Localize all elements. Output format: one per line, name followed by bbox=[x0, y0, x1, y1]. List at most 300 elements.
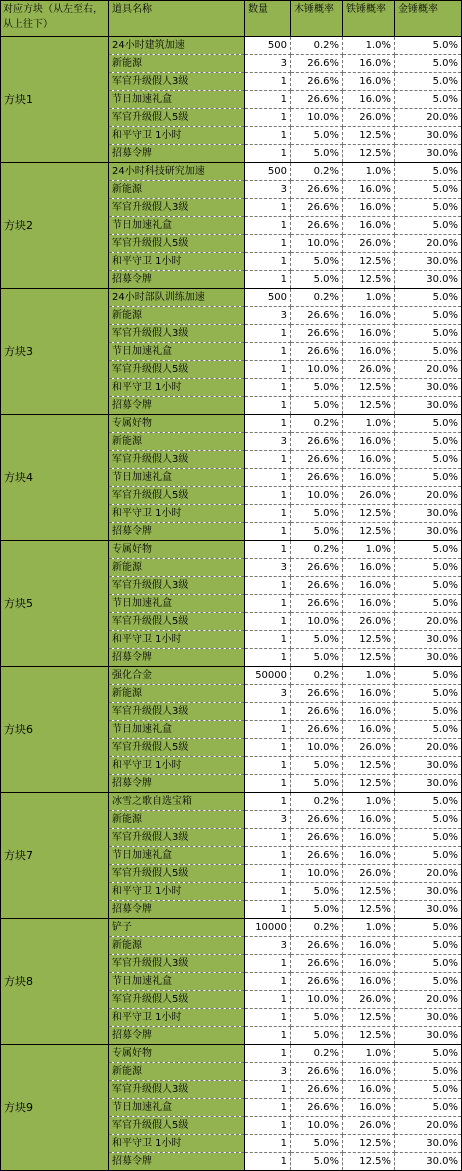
header-iron-hammer-rate: 铁锤概率 bbox=[343, 1, 395, 37]
gold-rate-cell: 30.0% bbox=[395, 775, 462, 793]
item-name-cell: 24小时部队训练加速 bbox=[109, 289, 245, 307]
header-item-name: 道具名称 bbox=[109, 1, 245, 37]
item-name-cell: 招募令牌 bbox=[109, 523, 245, 541]
item-name-cell: 节日加速礼盒 bbox=[109, 91, 245, 109]
item-name-cell: 专属好物 bbox=[109, 1045, 245, 1063]
iron-rate-cell: 1.0% bbox=[343, 541, 395, 559]
iron-rate-cell: 16.0% bbox=[343, 433, 395, 451]
item-name-cell: 和平守卫 1小时 bbox=[109, 631, 245, 649]
block-label: 方块1 bbox=[1, 37, 109, 163]
gold-rate-cell: 30.0% bbox=[395, 1027, 462, 1045]
iron-rate-cell: 16.0% bbox=[343, 307, 395, 325]
item-name-cell: 军官升级假人5级 bbox=[109, 613, 245, 631]
item-name-cell: 节日加速礼盒 bbox=[109, 1099, 245, 1117]
table-row bbox=[1, 289, 462, 307]
gold-rate-cell: 5.0% bbox=[395, 433, 462, 451]
item-name-cell: 招募令牌 bbox=[109, 649, 245, 667]
gold-rate-cell: 5.0% bbox=[395, 37, 462, 55]
quantity-cell: 1 bbox=[245, 775, 291, 793]
item-name-cell: 和平守卫 1小时 bbox=[109, 127, 245, 145]
table-body bbox=[1, 1, 462, 1171]
quantity-cell: 10000 bbox=[245, 919, 291, 937]
gold-rate-cell: 30.0% bbox=[395, 397, 462, 415]
gold-rate-cell: 20.0% bbox=[395, 865, 462, 883]
gold-rate-cell: 5.0% bbox=[395, 73, 462, 91]
gold-rate-cell: 5.0% bbox=[395, 469, 462, 487]
iron-rate-cell: 1.0% bbox=[343, 415, 395, 433]
block-label: 方块8 bbox=[1, 919, 109, 1045]
iron-rate-cell: 16.0% bbox=[343, 937, 395, 955]
gold-rate-cell: 30.0% bbox=[395, 1135, 462, 1153]
wood-rate-cell: 10.0% bbox=[291, 235, 343, 253]
iron-rate-cell: 16.0% bbox=[343, 847, 395, 865]
iron-rate-cell: 16.0% bbox=[343, 73, 395, 91]
wood-rate-cell: 5.0% bbox=[291, 1009, 343, 1027]
quantity-cell: 1 bbox=[245, 451, 291, 469]
quantity-cell: 3 bbox=[245, 433, 291, 451]
wood-rate-cell: 26.6% bbox=[291, 91, 343, 109]
iron-rate-cell: 26.0% bbox=[343, 109, 395, 127]
item-name-cell: 铲子 bbox=[109, 919, 245, 937]
iron-rate-cell: 1.0% bbox=[343, 667, 395, 685]
wood-rate-cell: 0.2% bbox=[291, 541, 343, 559]
item-name-cell: 24小时建筑加速 bbox=[109, 37, 245, 55]
gold-rate-cell: 30.0% bbox=[395, 631, 462, 649]
item-name-cell: 强化合金 bbox=[109, 667, 245, 685]
gold-rate-cell: 5.0% bbox=[395, 1099, 462, 1117]
wood-rate-cell: 0.2% bbox=[291, 667, 343, 685]
item-name-cell: 招募令牌 bbox=[109, 775, 245, 793]
gold-rate-cell: 30.0% bbox=[395, 145, 462, 163]
gold-rate-cell: 5.0% bbox=[395, 289, 462, 307]
wood-rate-cell: 5.0% bbox=[291, 253, 343, 271]
item-name-cell: 新能源 bbox=[109, 307, 245, 325]
gold-rate-cell: 5.0% bbox=[395, 1045, 462, 1063]
quantity-cell: 1 bbox=[245, 1009, 291, 1027]
wood-rate-cell: 0.2% bbox=[291, 163, 343, 181]
gold-rate-cell: 30.0% bbox=[395, 127, 462, 145]
quantity-cell: 3 bbox=[245, 181, 291, 199]
iron-rate-cell: 12.5% bbox=[343, 757, 395, 775]
wood-rate-cell: 26.6% bbox=[291, 577, 343, 595]
item-name-cell: 招募令牌 bbox=[109, 145, 245, 163]
wood-rate-cell: 5.0% bbox=[291, 649, 343, 667]
gold-rate-cell: 20.0% bbox=[395, 1117, 462, 1135]
quantity-cell: 500 bbox=[245, 289, 291, 307]
quantity-cell: 1 bbox=[245, 253, 291, 271]
item-name-cell: 军官升级假人3级 bbox=[109, 577, 245, 595]
iron-rate-cell: 12.5% bbox=[343, 271, 395, 289]
quantity-cell: 1 bbox=[245, 523, 291, 541]
wood-rate-cell: 26.6% bbox=[291, 1099, 343, 1117]
gold-rate-cell: 20.0% bbox=[395, 613, 462, 631]
item-name-cell: 军官升级假人3级 bbox=[109, 955, 245, 973]
quantity-cell: 3 bbox=[245, 55, 291, 73]
iron-rate-cell: 12.5% bbox=[343, 505, 395, 523]
table-row bbox=[1, 37, 462, 55]
iron-rate-cell: 1.0% bbox=[343, 37, 395, 55]
iron-rate-cell: 26.0% bbox=[343, 487, 395, 505]
iron-rate-cell: 16.0% bbox=[343, 595, 395, 613]
gold-rate-cell: 30.0% bbox=[395, 1153, 462, 1171]
wood-rate-cell: 5.0% bbox=[291, 1135, 343, 1153]
quantity-cell: 1 bbox=[245, 703, 291, 721]
iron-rate-cell: 16.0% bbox=[343, 703, 395, 721]
gold-rate-cell: 5.0% bbox=[395, 937, 462, 955]
quantity-cell: 1 bbox=[245, 883, 291, 901]
gold-rate-cell: 30.0% bbox=[395, 883, 462, 901]
iron-rate-cell: 1.0% bbox=[343, 919, 395, 937]
iron-rate-cell: 12.5% bbox=[343, 127, 395, 145]
wood-rate-cell: 26.6% bbox=[291, 325, 343, 343]
table-row bbox=[1, 919, 462, 937]
gold-rate-cell: 20.0% bbox=[395, 739, 462, 757]
item-name-cell: 新能源 bbox=[109, 1063, 245, 1081]
wood-rate-cell: 5.0% bbox=[291, 505, 343, 523]
block-label: 方块4 bbox=[1, 415, 109, 541]
item-name-cell: 节日加速礼盒 bbox=[109, 973, 245, 991]
item-name-cell: 24小时科技研究加速 bbox=[109, 163, 245, 181]
quantity-cell: 500 bbox=[245, 163, 291, 181]
quantity-cell: 500 bbox=[245, 37, 291, 55]
iron-rate-cell: 16.0% bbox=[343, 343, 395, 361]
wood-rate-cell: 26.6% bbox=[291, 217, 343, 235]
wood-rate-cell: 5.0% bbox=[291, 901, 343, 919]
wood-rate-cell: 5.0% bbox=[291, 1153, 343, 1171]
iron-rate-cell: 26.0% bbox=[343, 613, 395, 631]
wood-rate-cell: 26.6% bbox=[291, 181, 343, 199]
item-name-cell: 新能源 bbox=[109, 811, 245, 829]
wood-rate-cell: 26.6% bbox=[291, 685, 343, 703]
item-name-cell: 新能源 bbox=[109, 559, 245, 577]
quantity-cell: 1 bbox=[245, 271, 291, 289]
quantity-cell: 1 bbox=[245, 613, 291, 631]
iron-rate-cell: 26.0% bbox=[343, 739, 395, 757]
iron-rate-cell: 12.5% bbox=[343, 253, 395, 271]
quantity-cell: 1 bbox=[245, 955, 291, 973]
wood-rate-cell: 0.2% bbox=[291, 793, 343, 811]
gold-rate-cell: 5.0% bbox=[395, 595, 462, 613]
iron-rate-cell: 16.0% bbox=[343, 721, 395, 739]
quantity-cell: 1 bbox=[245, 595, 291, 613]
quantity-cell: 3 bbox=[245, 307, 291, 325]
gold-rate-cell: 30.0% bbox=[395, 1009, 462, 1027]
quantity-cell: 1 bbox=[245, 1081, 291, 1099]
gold-rate-cell: 20.0% bbox=[395, 109, 462, 127]
iron-rate-cell: 12.5% bbox=[343, 883, 395, 901]
wood-rate-cell: 5.0% bbox=[291, 379, 343, 397]
gold-rate-cell: 5.0% bbox=[395, 667, 462, 685]
wood-rate-cell: 5.0% bbox=[291, 523, 343, 541]
item-name-cell: 和平守卫 1小时 bbox=[109, 253, 245, 271]
wood-rate-cell: 26.6% bbox=[291, 73, 343, 91]
item-name-cell: 招募令牌 bbox=[109, 1153, 245, 1171]
gold-rate-cell: 5.0% bbox=[395, 829, 462, 847]
quantity-cell: 3 bbox=[245, 937, 291, 955]
gold-rate-cell: 30.0% bbox=[395, 901, 462, 919]
wood-rate-cell: 10.0% bbox=[291, 109, 343, 127]
iron-rate-cell: 26.0% bbox=[343, 361, 395, 379]
wood-rate-cell: 26.6% bbox=[291, 469, 343, 487]
item-name-cell: 军官升级假人5级 bbox=[109, 739, 245, 757]
wood-rate-cell: 26.6% bbox=[291, 811, 343, 829]
iron-rate-cell: 12.5% bbox=[343, 145, 395, 163]
gold-rate-cell: 5.0% bbox=[395, 721, 462, 739]
gold-rate-cell: 5.0% bbox=[395, 919, 462, 937]
item-name-cell: 新能源 bbox=[109, 181, 245, 199]
block-label: 方块6 bbox=[1, 667, 109, 793]
iron-rate-cell: 16.0% bbox=[343, 577, 395, 595]
item-name-cell: 军官升级假人3级 bbox=[109, 199, 245, 217]
iron-rate-cell: 16.0% bbox=[343, 973, 395, 991]
table-row bbox=[1, 415, 462, 433]
block-label: 方块5 bbox=[1, 541, 109, 667]
iron-rate-cell: 26.0% bbox=[343, 235, 395, 253]
quantity-cell: 1 bbox=[245, 1027, 291, 1045]
header-block: 对应方块（从左至右，从上往下） bbox=[1, 1, 109, 37]
wood-rate-cell: 26.6% bbox=[291, 703, 343, 721]
quantity-cell: 1 bbox=[245, 865, 291, 883]
quantity-cell: 1 bbox=[245, 1153, 291, 1171]
wood-rate-cell: 26.6% bbox=[291, 721, 343, 739]
gold-rate-cell: 5.0% bbox=[395, 685, 462, 703]
item-name-cell: 新能源 bbox=[109, 937, 245, 955]
gold-rate-cell: 30.0% bbox=[395, 253, 462, 271]
wood-rate-cell: 5.0% bbox=[291, 127, 343, 145]
gold-rate-cell: 5.0% bbox=[395, 847, 462, 865]
gold-rate-cell: 20.0% bbox=[395, 361, 462, 379]
gold-rate-cell: 30.0% bbox=[395, 271, 462, 289]
item-name-cell: 和平守卫 1小时 bbox=[109, 757, 245, 775]
quantity-cell: 1 bbox=[245, 415, 291, 433]
header-wood-hammer-rate: 木锤概率 bbox=[291, 1, 343, 37]
wood-rate-cell: 26.6% bbox=[291, 55, 343, 73]
iron-rate-cell: 16.0% bbox=[343, 91, 395, 109]
quantity-cell: 1 bbox=[245, 739, 291, 757]
item-name-cell: 军官升级假人5级 bbox=[109, 991, 245, 1009]
gold-rate-cell: 5.0% bbox=[395, 325, 462, 343]
iron-rate-cell: 1.0% bbox=[343, 793, 395, 811]
wood-rate-cell: 5.0% bbox=[291, 145, 343, 163]
iron-rate-cell: 26.0% bbox=[343, 1117, 395, 1135]
iron-rate-cell: 16.0% bbox=[343, 181, 395, 199]
item-name-cell: 军官升级假人3级 bbox=[109, 451, 245, 469]
wood-rate-cell: 5.0% bbox=[291, 397, 343, 415]
quantity-cell: 1 bbox=[245, 127, 291, 145]
wood-rate-cell: 10.0% bbox=[291, 361, 343, 379]
item-name-cell: 招募令牌 bbox=[109, 397, 245, 415]
iron-rate-cell: 26.0% bbox=[343, 865, 395, 883]
item-name-cell: 节日加速礼盒 bbox=[109, 217, 245, 235]
wood-rate-cell: 26.6% bbox=[291, 973, 343, 991]
item-name-cell: 军官升级假人5级 bbox=[109, 235, 245, 253]
gold-rate-cell: 30.0% bbox=[395, 523, 462, 541]
wood-rate-cell: 0.2% bbox=[291, 289, 343, 307]
item-name-cell: 招募令牌 bbox=[109, 1027, 245, 1045]
iron-rate-cell: 1.0% bbox=[343, 163, 395, 181]
quantity-cell: 1 bbox=[245, 343, 291, 361]
item-name-cell: 冰雪之歌自选宝箱 bbox=[109, 793, 245, 811]
item-name-cell: 和平守卫 1小时 bbox=[109, 1135, 245, 1153]
iron-rate-cell: 16.0% bbox=[343, 469, 395, 487]
quantity-cell: 1 bbox=[245, 379, 291, 397]
iron-rate-cell: 12.5% bbox=[343, 631, 395, 649]
block-label: 方块3 bbox=[1, 289, 109, 415]
iron-rate-cell: 16.0% bbox=[343, 199, 395, 217]
item-name-cell: 节日加速礼盒 bbox=[109, 343, 245, 361]
iron-rate-cell: 16.0% bbox=[343, 955, 395, 973]
wood-rate-cell: 26.6% bbox=[291, 343, 343, 361]
quantity-cell: 1 bbox=[245, 541, 291, 559]
quantity-cell: 1 bbox=[245, 1099, 291, 1117]
iron-rate-cell: 12.5% bbox=[343, 1009, 395, 1027]
iron-rate-cell: 12.5% bbox=[343, 379, 395, 397]
block-label: 方块7 bbox=[1, 793, 109, 919]
table-row bbox=[1, 793, 462, 811]
iron-rate-cell: 16.0% bbox=[343, 811, 395, 829]
wood-rate-cell: 26.6% bbox=[291, 451, 343, 469]
quantity-cell: 3 bbox=[245, 811, 291, 829]
item-name-cell: 专属好物 bbox=[109, 541, 245, 559]
quantity-cell: 1 bbox=[245, 91, 291, 109]
wood-rate-cell: 26.6% bbox=[291, 1063, 343, 1081]
wood-rate-cell: 26.6% bbox=[291, 937, 343, 955]
item-name-cell: 新能源 bbox=[109, 433, 245, 451]
table-row bbox=[1, 541, 462, 559]
quantity-cell: 1 bbox=[245, 649, 291, 667]
quantity-cell: 1 bbox=[245, 325, 291, 343]
item-name-cell: 军官升级假人3级 bbox=[109, 73, 245, 91]
quantity-cell: 1 bbox=[245, 199, 291, 217]
item-name-cell: 和平守卫 1小时 bbox=[109, 883, 245, 901]
iron-rate-cell: 12.5% bbox=[343, 649, 395, 667]
item-name-cell: 军官升级假人3级 bbox=[109, 703, 245, 721]
gold-rate-cell: 5.0% bbox=[395, 811, 462, 829]
wood-rate-cell: 26.6% bbox=[291, 595, 343, 613]
quantity-cell: 1 bbox=[245, 631, 291, 649]
wood-rate-cell: 0.2% bbox=[291, 919, 343, 937]
iron-rate-cell: 12.5% bbox=[343, 397, 395, 415]
quantity-cell: 1 bbox=[245, 469, 291, 487]
gold-rate-cell: 5.0% bbox=[395, 973, 462, 991]
quantity-cell: 1 bbox=[245, 109, 291, 127]
quantity-cell: 1 bbox=[245, 505, 291, 523]
item-name-cell: 节日加速礼盒 bbox=[109, 469, 245, 487]
quantity-cell: 3 bbox=[245, 559, 291, 577]
iron-rate-cell: 16.0% bbox=[343, 217, 395, 235]
wood-rate-cell: 26.6% bbox=[291, 559, 343, 577]
iron-rate-cell: 12.5% bbox=[343, 1153, 395, 1171]
block-label: 方块2 bbox=[1, 163, 109, 289]
iron-rate-cell: 12.5% bbox=[343, 1135, 395, 1153]
gold-rate-cell: 5.0% bbox=[395, 199, 462, 217]
quantity-cell: 1 bbox=[245, 235, 291, 253]
quantity-cell: 1 bbox=[245, 973, 291, 991]
gold-rate-cell: 5.0% bbox=[395, 343, 462, 361]
iron-rate-cell: 16.0% bbox=[343, 451, 395, 469]
item-name-cell: 招募令牌 bbox=[109, 901, 245, 919]
wood-rate-cell: 0.2% bbox=[291, 415, 343, 433]
iron-rate-cell: 12.5% bbox=[343, 775, 395, 793]
item-name-cell: 专属好物 bbox=[109, 415, 245, 433]
quantity-cell: 1 bbox=[245, 145, 291, 163]
block-label: 方块9 bbox=[1, 1045, 109, 1171]
wood-rate-cell: 26.6% bbox=[291, 433, 343, 451]
gold-rate-cell: 20.0% bbox=[395, 487, 462, 505]
iron-rate-cell: 16.0% bbox=[343, 685, 395, 703]
header-quantity: 数量 bbox=[245, 1, 291, 37]
quantity-cell: 1 bbox=[245, 1045, 291, 1063]
quantity-cell: 3 bbox=[245, 685, 291, 703]
gold-rate-cell: 5.0% bbox=[395, 793, 462, 811]
wood-rate-cell: 10.0% bbox=[291, 865, 343, 883]
item-name-cell: 节日加速礼盒 bbox=[109, 721, 245, 739]
gold-rate-cell: 5.0% bbox=[395, 1081, 462, 1099]
item-name-cell: 军官升级假人5级 bbox=[109, 865, 245, 883]
item-name-cell: 节日加速礼盒 bbox=[109, 595, 245, 613]
quantity-cell: 1 bbox=[245, 757, 291, 775]
wood-rate-cell: 5.0% bbox=[291, 757, 343, 775]
quantity-cell: 1 bbox=[245, 73, 291, 91]
table-row bbox=[1, 1045, 462, 1063]
item-name-cell: 招募令牌 bbox=[109, 271, 245, 289]
gold-rate-cell: 5.0% bbox=[395, 577, 462, 595]
gold-rate-cell: 30.0% bbox=[395, 649, 462, 667]
quantity-cell: 1 bbox=[245, 487, 291, 505]
gold-rate-cell: 30.0% bbox=[395, 757, 462, 775]
iron-rate-cell: 16.0% bbox=[343, 1081, 395, 1099]
quantity-cell: 1 bbox=[245, 991, 291, 1009]
quantity-cell: 1 bbox=[245, 847, 291, 865]
gold-rate-cell: 5.0% bbox=[395, 55, 462, 73]
gold-rate-cell: 20.0% bbox=[395, 235, 462, 253]
gold-rate-cell: 30.0% bbox=[395, 379, 462, 397]
gold-rate-cell: 5.0% bbox=[395, 163, 462, 181]
table-row bbox=[1, 667, 462, 685]
wood-rate-cell: 0.2% bbox=[291, 37, 343, 55]
item-name-cell: 军官升级假人5级 bbox=[109, 361, 245, 379]
iron-rate-cell: 16.0% bbox=[343, 1063, 395, 1081]
iron-rate-cell: 12.5% bbox=[343, 1027, 395, 1045]
quantity-cell: 50000 bbox=[245, 667, 291, 685]
quantity-cell: 1 bbox=[245, 829, 291, 847]
table-row bbox=[1, 163, 462, 181]
item-name-cell: 军官升级假人3级 bbox=[109, 1081, 245, 1099]
wood-rate-cell: 26.6% bbox=[291, 307, 343, 325]
item-name-cell: 军官升级假人5级 bbox=[109, 109, 245, 127]
wood-rate-cell: 5.0% bbox=[291, 1027, 343, 1045]
item-name-cell: 军官升级假人5级 bbox=[109, 487, 245, 505]
quantity-cell: 1 bbox=[245, 901, 291, 919]
item-name-cell: 和平守卫 1小时 bbox=[109, 1009, 245, 1027]
quantity-cell: 1 bbox=[245, 1117, 291, 1135]
item-name-cell: 新能源 bbox=[109, 685, 245, 703]
header-gold-hammer-rate: 金锤概率 bbox=[395, 1, 462, 37]
iron-rate-cell: 12.5% bbox=[343, 901, 395, 919]
iron-rate-cell: 16.0% bbox=[343, 55, 395, 73]
wood-rate-cell: 26.6% bbox=[291, 955, 343, 973]
gold-rate-cell: 20.0% bbox=[395, 991, 462, 1009]
item-name-cell: 军官升级假人3级 bbox=[109, 829, 245, 847]
wood-rate-cell: 26.6% bbox=[291, 847, 343, 865]
header-row bbox=[1, 1, 462, 37]
gold-rate-cell: 5.0% bbox=[395, 415, 462, 433]
wood-rate-cell: 10.0% bbox=[291, 739, 343, 757]
gold-rate-cell: 30.0% bbox=[395, 505, 462, 523]
wood-rate-cell: 26.6% bbox=[291, 199, 343, 217]
quantity-cell: 1 bbox=[245, 361, 291, 379]
iron-rate-cell: 16.0% bbox=[343, 829, 395, 847]
